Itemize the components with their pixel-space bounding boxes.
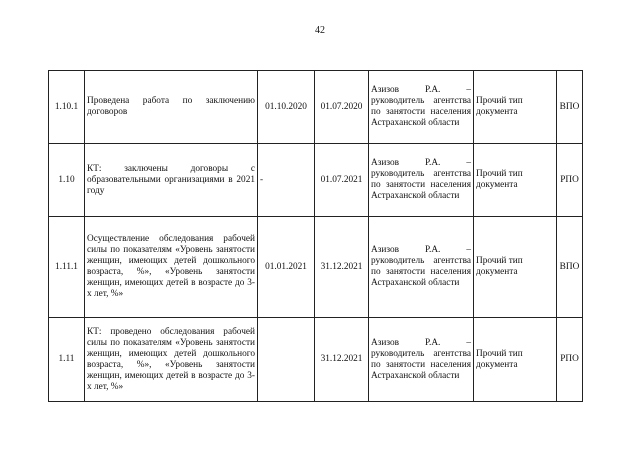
row-start-date: 01.10.2020	[258, 71, 315, 144]
row-description: КТ: проведено обследования рабочей силы по показателям «Уровень занятости женщин, имеющих детей дошкольного возраста, %», «Уровень занятости женщин, имеющих детей в возрасте до 3-х лет, %»	[85, 318, 258, 402]
table-row	[49, 71, 583, 144]
row-level: РПО	[557, 318, 583, 402]
row-document-type: Прочий тип документа	[474, 144, 557, 217]
row-level: ВПО	[557, 71, 583, 144]
plan-table	[48, 70, 583, 402]
row-responsible: Азизов Р.А. – руководитель агентства по занятости населения Астраханской области	[369, 318, 474, 402]
row-start-date	[258, 318, 315, 402]
row-start-date: 01.01.2021	[258, 217, 315, 318]
row-number: 1.10.1	[49, 71, 85, 144]
table-row	[49, 318, 583, 402]
page-number: 42	[315, 25, 325, 36]
row-level: РПО	[557, 144, 583, 217]
row-end-date: 01.07.2021	[315, 144, 369, 217]
row-start-date: -	[258, 144, 315, 217]
row-document-type: Прочий тип документа	[474, 217, 557, 318]
row-document-type: Прочий тип документа	[474, 71, 557, 144]
row-responsible: Азизов Р.А. – руководитель агентства по занятости населения Астраханской области	[369, 71, 474, 144]
row-responsible: Азизов Р.А. – руководитель агентства по занятости населения Астраханской области	[369, 217, 474, 318]
row-description: КТ: заключены договоры с образовательными организациями в 2021 году	[85, 144, 258, 217]
row-end-date: 31.12.2021	[315, 318, 369, 402]
table-row	[49, 144, 583, 217]
row-responsible: Азизов Р.А. – руководитель агентства по занятости населения Астраханской области	[369, 144, 474, 217]
row-end-date: 31.12.2021	[315, 217, 369, 318]
row-number: 1.11.1	[49, 217, 85, 318]
row-number: 1.11	[49, 318, 85, 402]
table-row	[49, 217, 583, 318]
row-description: Осуществление обследования рабочей силы по показателям «Уровень занятости женщин, имеющих детей дошкольного возраста, %», «Уровень занятости женщин, имеющих детей в возрасте до 3-х лет, %»	[85, 217, 258, 318]
row-level: ВПО	[557, 217, 583, 318]
row-end-date: 01.07.2020	[315, 71, 369, 144]
row-number: 1.10	[49, 144, 85, 217]
row-description: Проведена работа по заключению договоров	[85, 71, 258, 144]
row-document-type: Прочий тип документа	[474, 318, 557, 402]
